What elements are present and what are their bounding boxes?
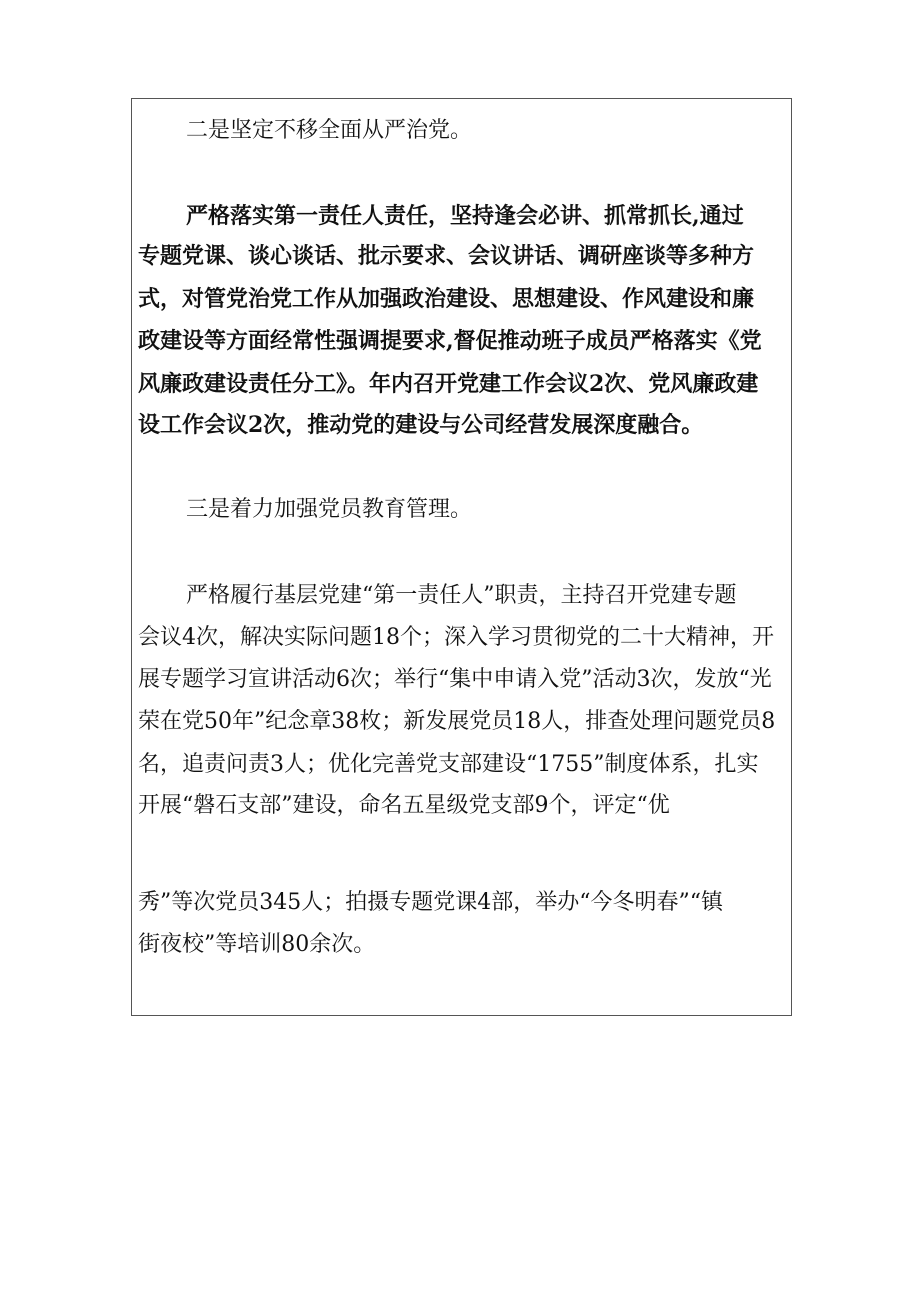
paragraph-2-line-8: 街夜校”等培训80余次。 — [138, 932, 376, 957]
document-frame — [131, 98, 792, 1016]
paragraph-2-line-4: 荣在党50年”纪念章38枚；新发展党员18人，排查处理问题党员8 — [138, 709, 776, 734]
paragraph-1-line-3: 式，对管党治党工作从加强政治建设、思想建设、作风建设和廉 — [138, 286, 755, 312]
paragraph-1-line-2: 专题党课、谈心谈话、批示要求、会议讲话、调研座谈等多种方 — [138, 243, 755, 269]
paragraph-2-line-2: 会议4次，解决实际问题18个；深入学习贯彻党的二十大精神，开 — [138, 625, 774, 650]
paragraph-1-line-6: 设工作会议2次，推动党的建设与公司经营发展深度融合。 — [138, 412, 704, 438]
paragraph-1-line-1: 严格落实第一责任人责任，坚持逢会必讲、抓常抓长,通过 — [186, 203, 744, 229]
paragraph-1-line-4: 政建设等方面经常性强调提要求,督促推动班子成员严格落实《党 — [138, 328, 762, 354]
paragraph-1-line-5: 风廉政建设责任分工》。年内召开党建工作会议2次、党风廉政建 — [138, 371, 759, 397]
paragraph-2-line-6: 开展“磐石支部”建设，命名五星级党支部9个，评定“优 — [138, 793, 670, 818]
section-heading-2: 二是坚定不移全面从严治党。 — [186, 118, 473, 143]
paragraph-2-line-3: 展专题学习宣讲活动6次；举行“集中申请入党”活动3次，发放“光 — [138, 667, 772, 692]
paragraph-2-line-7: 秀”等次党员345人；拍摄专题党课4部，举办“今冬明春”“镇 — [138, 890, 723, 915]
paragraph-2-line-5: 名，追责问责3人；优化完善党支部建设“1755”制度体系，扎实 — [138, 752, 759, 777]
section-heading-3: 三是着力加强党员教育管理。 — [186, 497, 473, 522]
paragraph-2-line-1: 严格履行基层党建“第一责任人”职责，主持召开党建专题 — [186, 583, 737, 608]
